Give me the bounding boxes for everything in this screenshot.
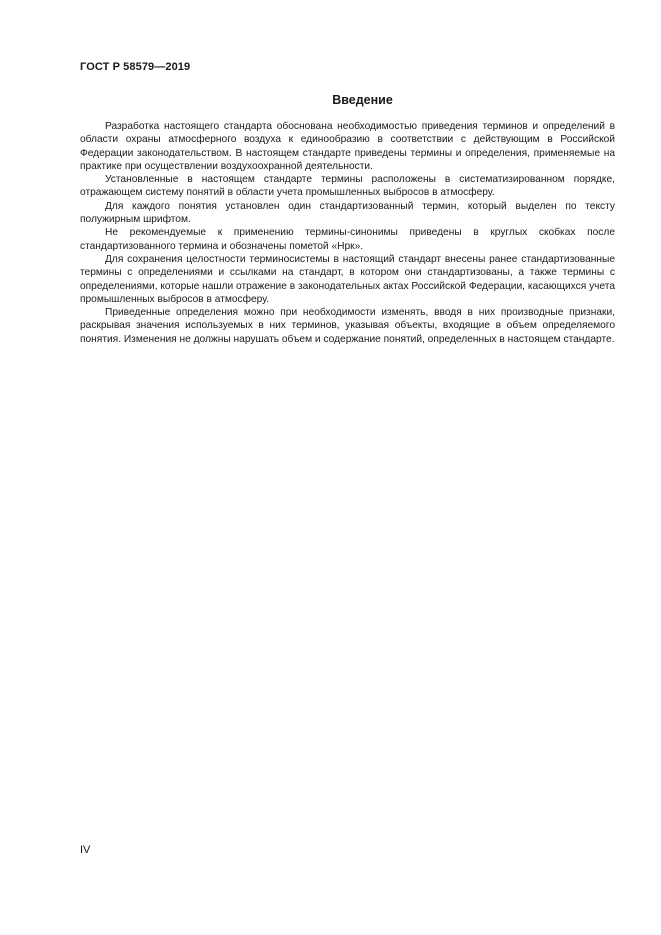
paragraph: Установленные в настоящем стандарте термины расположены в систематизированном порядке, отражающем систему понятий в области учета промышленных выбросов в атмосферу. [80, 174, 615, 199]
paragraph: Для каждого понятия установлен один стандартизованный термин, который выделен по тексту полужирным шрифтом. [80, 200, 615, 226]
paragraph: Разработка настоящего стандарта обоснована необходимостью приведения терминов и определений в области охраны атмосферного воздуха к единообразию в соответствии с действующим в Российской Федерации законодательством. В настоящем стандарте приведены термины и определения, применяемые на практике при осуществлении воздухоохранной деятельности. [80, 121, 615, 172]
paragraph: Для сохранения целостности терминосистемы в настоящий стандарт внесены ранее стандартизованные термины с определениями и ссылками на стандарт, в котором они стандартизованы, а также термины с определениями, которые нашли отражение в законодательных актах Российской Федерации, касающихся учета промышленных выбросов в атмосферу. [80, 253, 616, 305]
page-number: IV [80, 844, 91, 856]
paragraph: Не рекомендуемые к применению термины-синонимы приведены в круглых скобках после стандартизованного термина и обозначены пометой «Нрк». [80, 227, 615, 252]
introduction-body [80, 120, 615, 346]
paragraph: Приведенные определения можно при необходимости изменять, вводя в них производные признаки, раскрывая значения используемых в них терминов, указывая объекты, входящие в объем определяемого понятия. Изменения не должны нарушать объем и содержание понятий, определенных в настоящем стандарте. [80, 307, 615, 345]
document-code: ГОСТ Р 58579—2019 [80, 61, 191, 73]
section-title: Введение [332, 93, 393, 107]
